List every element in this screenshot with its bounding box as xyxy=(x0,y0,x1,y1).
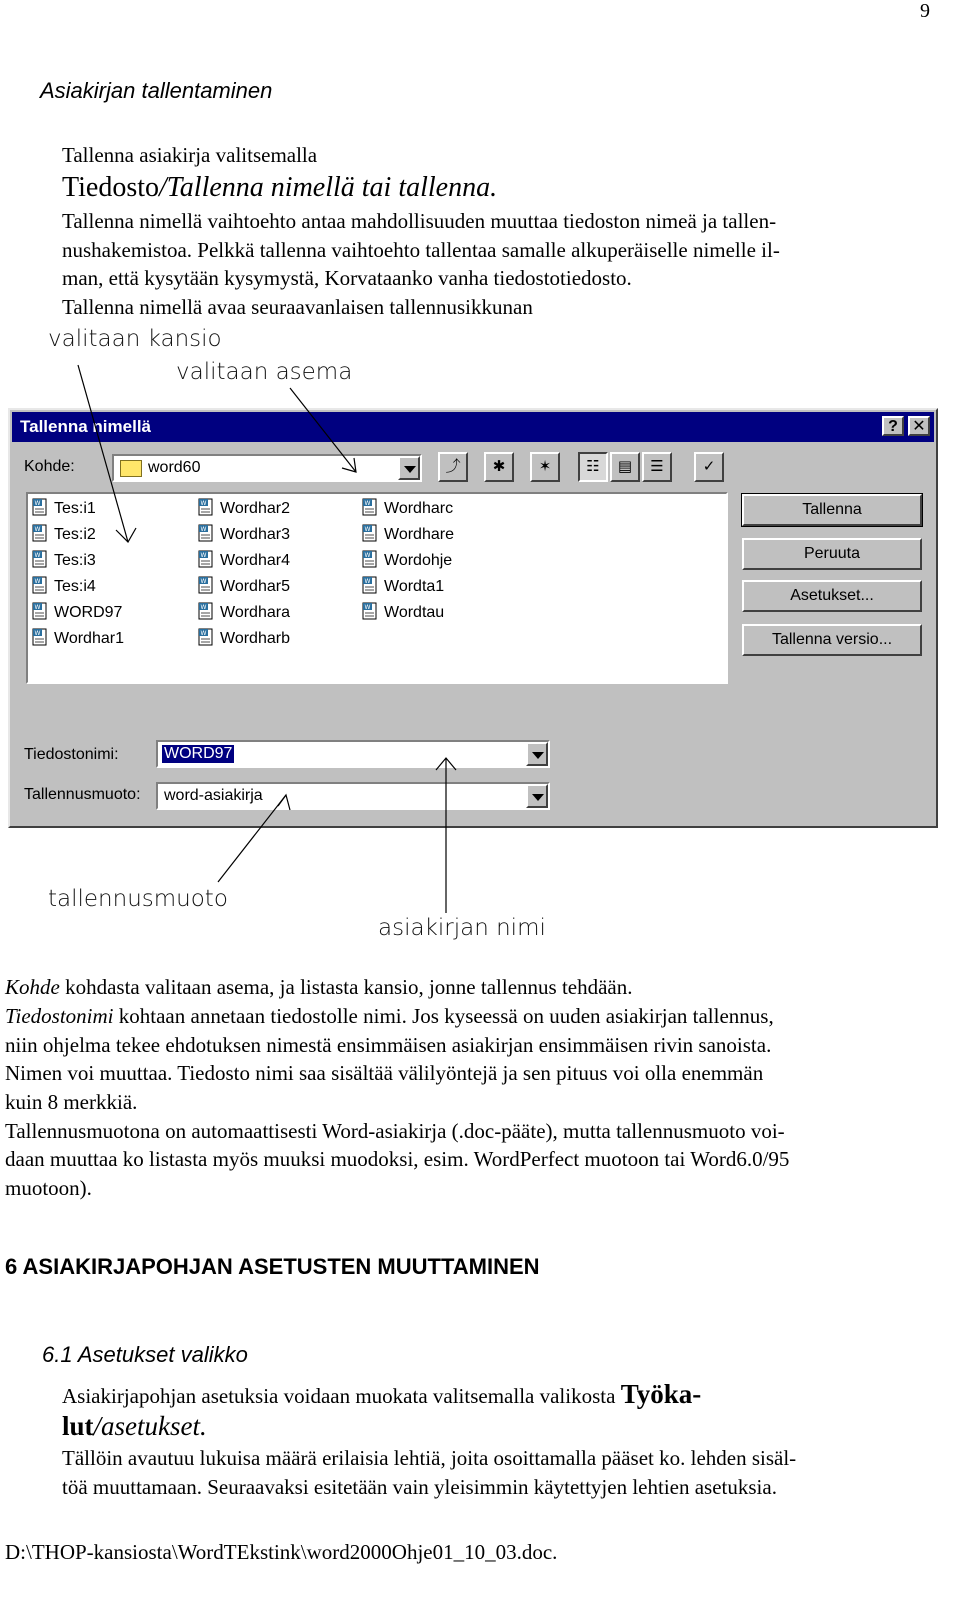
menu-path-italic: /Tallenna nimellä tai tallenna. xyxy=(159,172,498,203)
explanation-text: kohdasta valitaan asema, ja listasta kansio, jonne tallennus tehdään. xyxy=(59,975,633,999)
list-view-icon[interactable]: ☷ xyxy=(578,452,608,482)
svg-text:W: W xyxy=(364,552,371,559)
save-button[interactable]: Tallenna xyxy=(742,494,922,526)
subsection-heading: 6.1 Asetukset valikko xyxy=(42,1342,248,1367)
svg-text:W: W xyxy=(34,552,41,559)
svg-text:W: W xyxy=(364,526,371,533)
question-icon[interactable]: ? xyxy=(882,416,904,436)
location-value: word60 xyxy=(148,459,201,476)
explanation-line xyxy=(5,973,633,1002)
file-name: Wordhar1 xyxy=(54,630,124,647)
cancel-button[interactable]: Peruuta xyxy=(742,538,922,570)
svg-text:W: W xyxy=(200,500,207,507)
file-name: Wordhar5 xyxy=(220,578,290,595)
explanation-line: kuin 8 merkkiä. xyxy=(5,1090,138,1114)
explanation-line: niin ohjelma tekee ehdotuksen nimestä ensimmäisen asiakirjan ensimmäisen rivin sanoista. xyxy=(5,1033,772,1057)
file-name: Tes:i2 xyxy=(54,526,96,543)
arrow-folder-line xyxy=(78,365,128,542)
file-name: WORD97 xyxy=(54,604,123,621)
save-version-button[interactable]: Tallenna versio... xyxy=(742,624,922,656)
explanation-line: muotoon). xyxy=(5,1176,92,1200)
options-button[interactable]: Asetukset... xyxy=(742,580,922,612)
section-heading: 6 ASIAKIRJAPOHJAN ASETUSTEN MUUTTAMINEN xyxy=(5,1254,540,1279)
file-name: Tes:i3 xyxy=(54,552,96,569)
explanation-line xyxy=(5,1002,774,1031)
file-name: Wordhar2 xyxy=(220,500,290,517)
svg-text:W: W xyxy=(34,604,41,611)
section61-line: Tällöin avautuu lukuisa määrä erilaisia lehtiä, joita osoittamalla pääset ko. lehden sisäl- xyxy=(62,1446,797,1470)
footer-path: D:\THOP-kansiosta\WordTEkstink\word2000Ohje01_10_03.doc. xyxy=(5,1540,558,1564)
intro-line: Tallenna nimellä avaa seuraavanlaisen tallennusikkunan xyxy=(62,295,533,319)
annotation-drive: valitaan asema xyxy=(176,359,353,385)
intro-line: nushakemistoa. Pelkkä tallenna vaihtoehto tallentaa samalle alkuperäiselle nimelle il- xyxy=(62,238,780,262)
explanation-line: Tallennusmuotona on automaattisesti Word-asiakirja (.doc-pääte), mutta tallennusmuoto voi- xyxy=(5,1119,785,1143)
up-folder-icon[interactable]: ⤴ xyxy=(438,452,468,482)
section61-line xyxy=(62,1378,701,1412)
file-name: Wordharc xyxy=(384,500,454,517)
svg-text:W: W xyxy=(200,604,207,611)
filename-value: WORD97 xyxy=(164,745,233,762)
svg-text:W: W xyxy=(364,500,371,507)
properties-view-icon[interactable]: ☰ xyxy=(642,452,672,482)
explanation-line: Nimen voi muuttaa. Tiedosto nimi saa sisältää välilyöntejä ja sen pituus voi olla enemmän xyxy=(5,1061,764,1085)
svg-text:W: W xyxy=(364,578,371,585)
svg-text:W: W xyxy=(200,630,207,637)
annotation-format: tallennusmuoto xyxy=(48,886,228,912)
close-icon[interactable]: ✕ xyxy=(908,416,930,436)
location-label: Kohde: xyxy=(24,458,75,475)
svg-text:W: W xyxy=(364,604,371,611)
file-name: Wordhare xyxy=(384,526,454,543)
format-value: word-asiakirja xyxy=(164,787,263,804)
svg-text:W: W xyxy=(34,630,41,637)
file-name: Wordhara xyxy=(220,604,290,621)
dialog-title: Tallenna nimellä xyxy=(20,417,152,436)
menu-lut: lut xyxy=(62,1411,94,1441)
svg-text:W: W xyxy=(34,578,41,585)
file-name: Wordhar3 xyxy=(220,526,290,543)
menu-tyokalut: Työka- xyxy=(620,1379,702,1409)
arrow-format-line xyxy=(218,795,286,882)
new-folder-icon[interactable]: ✶ xyxy=(530,452,560,482)
menu-asetukset: /asetukset. xyxy=(93,1411,207,1441)
intro-line: Tallenna asiakirja valitsemalla xyxy=(62,143,318,167)
svg-text:W: W xyxy=(200,552,207,559)
file-name: Tes:i1 xyxy=(54,500,96,517)
intro-line: man, että kysytään kysymystä, Korvataanko vanha tiedostotiedosto. xyxy=(62,266,632,290)
svg-text:W: W xyxy=(200,578,207,585)
section-title: Asiakirjan tallentaminen xyxy=(40,78,273,103)
file-name: Wordta1 xyxy=(384,578,445,595)
section61-line xyxy=(62,1410,207,1442)
section61-text: Asiakirjapohjan asetuksia voidaan muokata valitsemalla valikosta xyxy=(62,1384,621,1408)
menu-path-bold: Tiedosto xyxy=(62,172,160,203)
file-name: Tes:i4 xyxy=(54,578,96,595)
term-kohde: Kohde xyxy=(5,975,60,999)
file-name: Wordharb xyxy=(220,630,290,647)
page-number: 9 xyxy=(920,0,930,22)
svg-text:W: W xyxy=(34,526,41,533)
web-folder-icon[interactable]: ✱ xyxy=(484,452,514,482)
filename-label: Tiedostonimi: xyxy=(24,746,119,763)
file-name: Wordtau xyxy=(384,604,445,621)
format-label: Tallennusmuoto: xyxy=(24,786,141,803)
file-name: Wordhar4 xyxy=(220,552,290,569)
file-name: Wordohje xyxy=(384,552,453,569)
svg-text:W: W xyxy=(200,526,207,533)
term-tiedostonimi: Tiedostonimi xyxy=(5,1004,114,1028)
section61-line: töä muuttamaan. Seuraavaksi esitetään vain yleisimmin käytettyjen lehtien asetuksia. xyxy=(62,1475,777,1499)
arrow-drive-line xyxy=(290,388,356,472)
explanation-line: daan muuttaa ko listasta myös muuksi muodoksi, esim. WordPerfect muotoon tai Word6.0/95 xyxy=(5,1147,790,1171)
details-view-icon[interactable]: ▤ xyxy=(610,452,640,482)
annotation-folder: valitaan kansio xyxy=(48,326,222,352)
svg-text:W: W xyxy=(34,500,41,507)
tools-icon[interactable]: ✓ xyxy=(694,452,724,482)
annotation-docname: asiakirjan nimi xyxy=(378,915,546,941)
explanation-text: kohtaan annetaan tiedostolle nimi. Jos kyseessä on uuden asiakirjan tallennus, xyxy=(113,1004,774,1028)
intro-line: Tallenna nimellä vaihtoehto antaa mahdollisuuden muuttaa tiedoston nimeä ja tallen- xyxy=(62,209,777,233)
